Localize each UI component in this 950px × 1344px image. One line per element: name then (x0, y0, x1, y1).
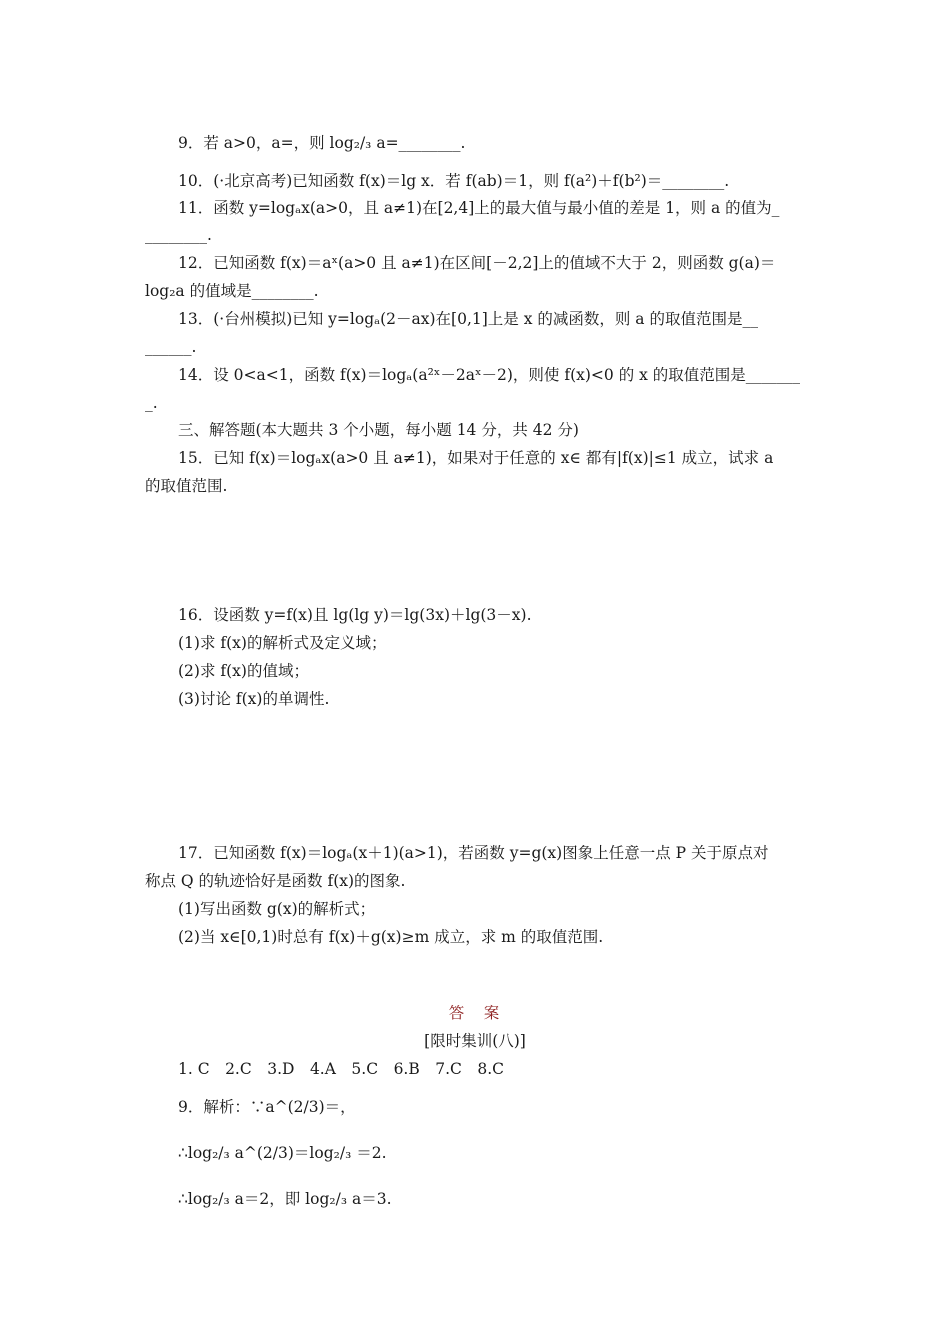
problem-11-line1: 11．函数 y=logₐx(a>0，且 a≠1)在[2,4]上的最大值与最小值的差是 1，则 a 的值为_ (178, 199, 780, 217)
section-heading: 三、解答题(本大题共 3 个小题，每小题 14 分，共 42 分) (178, 421, 579, 439)
problem-12-line1: 12．已知函数 f(x)＝aˣ(a>0 且 a≠1)在区间[－2,2]上的值域不大于 2，则函数 g(a)＝ (178, 254, 776, 272)
problem-14-line2: _. (145, 394, 158, 412)
problem-10: 10．(·北京高考)已知函数 f(x)＝lg x．若 f(ab)＝1，则 f(a²)＋f(b²)＝________. (178, 172, 730, 190)
problem-14-line1: 14．设 0<a<1，函数 f(x)＝logₐ(a²ˣ－2aˣ－2)，则使 f(x)<0 的 x 的取值范围是_______ (178, 366, 801, 384)
problem-17-part1: (1)写出函数 g(x)的解析式； (178, 900, 376, 918)
problem-15-line1: 15．已知 f(x)＝logₐx(a>0 且 a≠1)，如果对于任意的 x∈ 都有|f(x)|≤1 成立，试求 a (178, 449, 774, 467)
problem-13-line1: 13．(·台州模拟)已知 y=logₐ(2－ax)在[0,1]上是 x 的减函数，则 a 的取值范围是__ (178, 310, 758, 328)
problem-17-line2: 称点 Q 的轨迹恰好是函数 f(x)的图象. (145, 872, 406, 890)
problem-9: 9．若 a>0，a=，则 log₂/₃ a=________. (178, 134, 466, 152)
answer-9-line3: ∴log₂/₃ a＝2，即 log₂/₃ a＝3. (178, 1190, 392, 1208)
problem-16-part1: (1)求 f(x)的解析式及定义域； (178, 634, 387, 652)
problem-15-line2: 的取值范围. (145, 477, 228, 495)
answer-choices: 1. C 2.C 3.D 4.A 5.C 6.B 7.C 8.C (178, 1060, 505, 1078)
answer-subtitle: [限时集训(八)] (424, 1032, 526, 1050)
problem-13-line2: ______. (145, 338, 197, 356)
answer-title: 答 案 (448, 1004, 502, 1022)
problem-12-line2: log₂a 的值域是________. (145, 282, 319, 300)
answer-9-line1: 9．解析：∵a^(2/3)＝， (178, 1098, 356, 1116)
problem-17-part2: (2)当 x∈[0,1)时总有 f(x)＋g(x)≥m 成立，求 m 的取值范围. (178, 928, 604, 946)
problem-11-line2: ________. (145, 226, 212, 244)
problem-16-part2: (2)求 f(x)的值域； (178, 662, 309, 680)
problem-16-part3: (3)讨论 f(x)的单调性. (178, 690, 330, 708)
problem-17-line1: 17．已知函数 f(x)＝logₐ(x＋1)(a>1)，若函数 y=g(x)图象上任意一点 P 关于原点对 (178, 844, 769, 862)
problem-16: 16．设函数 y=f(x)且 lg(lg y)＝lg(3x)＋lg(3－x). (178, 606, 532, 624)
answer-9-line2: ∴log₂/₃ a^(2/3)＝log₂/₃ ＝2. (178, 1144, 387, 1162)
